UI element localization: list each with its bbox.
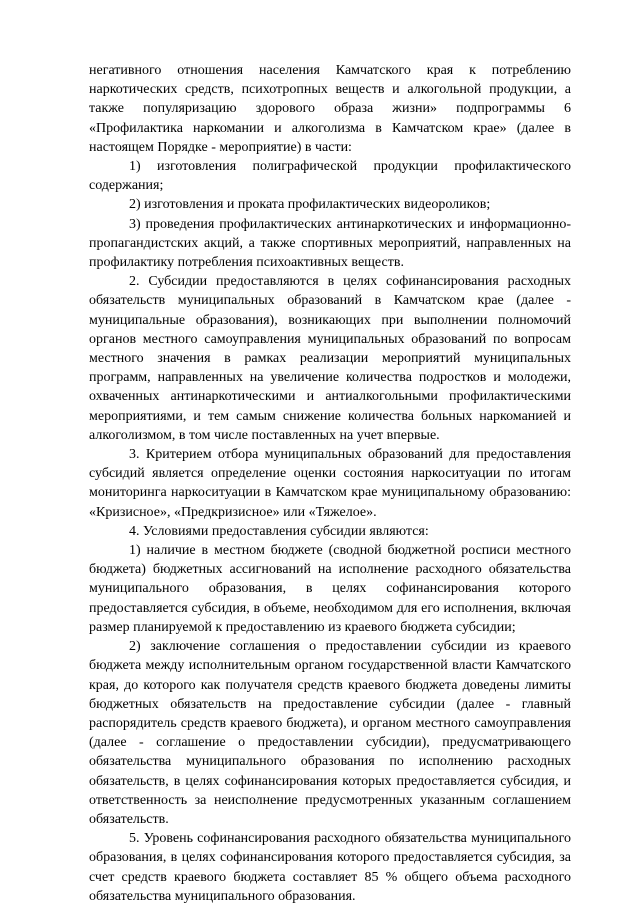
paragraph-item-1-printing: 1) изготовления полиграфической продукции профилактического содержания; (89, 159, 571, 194)
paragraph-section-5-cofinancing: 5. Уровень софинансирования расходного обязательства муниципального образования, в целях софинансирования которого предоставляется субсидия, за счет средств краевого бюджета составляет 85 % общего объема расходного обязательства муниципального образования. (89, 831, 571, 904)
paragraph-condition-2-agreement: 2) заключение соглашения о предоставлении субсидии из краевого бюджета между исполнительным органом государственной власти Камчатского края, до которого как получателя средств краевого бюджета доведены лимиты бюджетных обязательств на предоставление субсидии (далее - главный распорядитель средств краевого бюджета), и органом местного самоуправления (далее - соглашение о предоставлении субсидии), предусматривающего обязательства муниципального образования по исполнению расходных обязательств, в целях софинансирования которых предоставляется субсидия, и ответственность за неисполнение предусмотренных указанным соглашением обязательств. (89, 639, 571, 827)
paragraph-section-3-criteria: 3. Критерием отбора муниципальных образований для предоставления субсидий является определение оценки состояния наркоситуации по итогам мониторинга наркоситуации в Камчатском крае муниципальному образованию: «Кризисное», «Предкризисное» или «Тяжелое». (89, 447, 571, 520)
paragraph-section-4-conditions: 4. Условиями предоставления субсидии являются: (129, 523, 429, 539)
paragraph-intro-continuation: негативного отношения населения Камчатского края к потреблению наркотических средств, психотропных веществ и алкогольной продукции, а также популяризацию здорового образа жизни» подпрограммы 6 «Профилактика наркомании и алкоголизма в Камчатском крае» (далее в настоящем Порядке - мероприятие) в части: (89, 63, 571, 155)
paragraph-section-2-purpose: 2. Субсидии предоставляются в целях софинансирования расходных обязательств муниципальных образований в Камчатском крае (далее - муниципальные образования), возникающих при выполнении полномочий органов местного самоуправления муниципальных образований по вопросам местного значения в рамках реализации мероприятий муниципальных программ, направленных на увеличение количества подростков и молодежи, охваченных антинаркотическими и антиалкогольными профилактическими мероприятиями, и тем самым снижение количества больных наркоманией и алкоголизмом, в том числе поставленных на учет впервые. (89, 274, 571, 443)
paragraph-condition-1-budget: 1) наличие в местном бюджете (сводной бюджетной росписи местного бюджета) бюджетных ассигнований на исполнение расходного обязательства муниципального образования, в целях софинансирования которого предоставляется субсидия, в объеме, необходимом для его исполнения, включая размер планируемой к предоставлению из краевого бюджета субсидии; (89, 543, 571, 635)
paragraph-item-3-actions: 3) проведения профилактических антинаркотических и информационно-пропагандистских акций, а также спортивных мероприятий, направленных на профилактику потребления психоактивных веществ. (89, 216, 571, 271)
paragraph-item-2-videos: 2) изготовления и проката профилактических видеороликов; (129, 197, 491, 213)
document-page (89, 61, 571, 906)
